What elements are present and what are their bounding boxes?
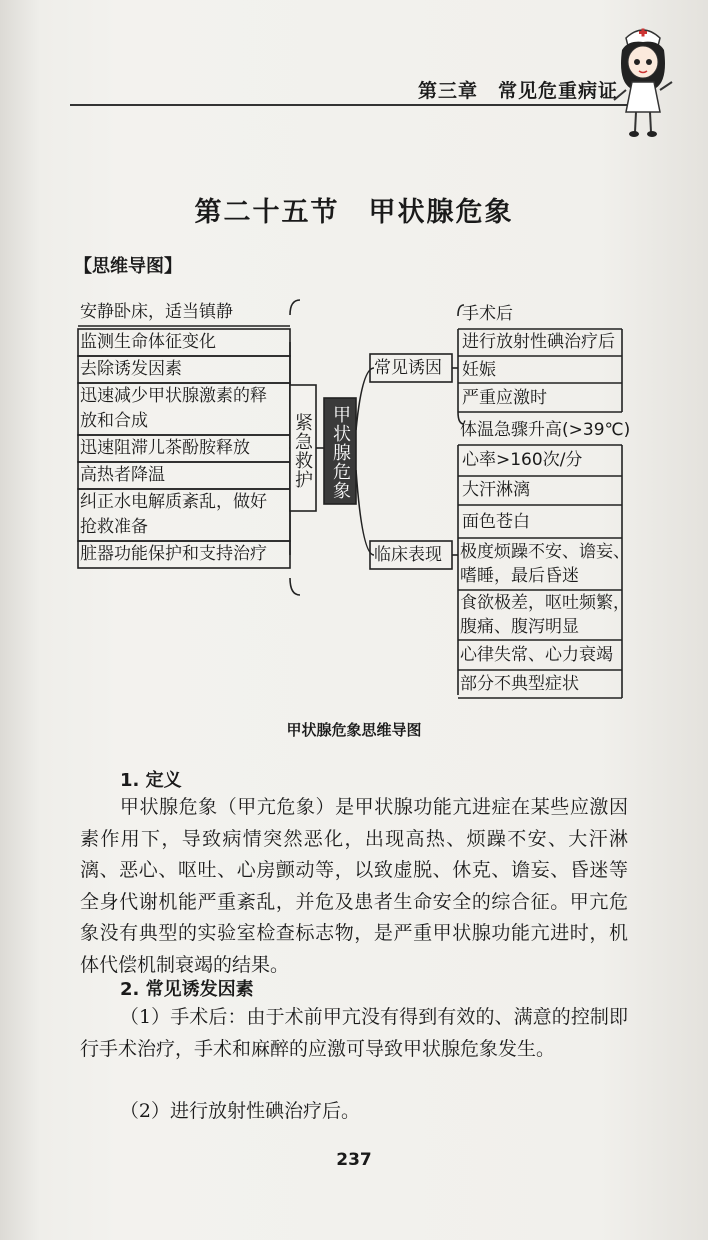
sign-item-4: 面色苍白 (462, 512, 530, 532)
sign-item-6a: 食欲极差，呕吐频繁， (460, 593, 630, 613)
branch-clinical-signs: 临床表现 (374, 545, 442, 565)
sign-item-5a: 极度烦躁不安、谵妄、 (460, 542, 630, 562)
left-item-6: 高热者降温 (80, 465, 165, 485)
paragraph-cause-1: （1）手术后：由于术前甲亢没有得到有效的、满意的控制即行手术治疗，手术和麻醉的应激可导致甲状腺危象发生。 (80, 1006, 628, 1060)
left-item-7b: 抢救准备 (80, 517, 148, 537)
left-item-1: 安静卧床，适当镇静 (80, 302, 233, 322)
sign-item-2: 心率>160次/分 (462, 450, 583, 470)
sign-item-3: 大汗淋漓 (462, 480, 530, 500)
branch-emergency-care: 紧急救护 (292, 413, 313, 489)
cause-item-4: 严重应激时 (462, 388, 547, 408)
mindmap-caption: 甲状腺危象思维导图 (286, 721, 422, 739)
cause-item-3: 妊娠 (462, 360, 496, 380)
branch-common-causes: 常见诱因 (374, 358, 442, 378)
heading-definition: 1. 定义 (120, 770, 182, 791)
sign-item-7: 心律失常、心力衰竭 (460, 645, 613, 665)
left-item-4b: 放和合成 (80, 411, 148, 431)
paragraph-definition: 甲状腺危象（甲亢危象）是甲状腺功能亢进症在某些应激因素作用下，导致病情突然恶化，出现高热、烦躁不安、大汗淋漓、恶心、呕吐、心房颤动等，以致虚脱、休克、谵妄、昏迷等全身代谢机能严重紊乱，并危及患者生命安全的综合征。甲亢危象没有典型的实验室检查标志物，是严重甲状腺功能亢进时，机体代偿机制衰竭的结果。 (80, 796, 628, 976)
mindmap-center: 甲状腺危象 (330, 404, 351, 500)
sign-item-5b: 嗜睡，最后昏迷 (460, 566, 579, 586)
sign-item-6b: 腹痛、腹泻明显 (460, 617, 579, 637)
sign-item-8: 部分不典型症状 (460, 674, 579, 694)
page-number: 237 (336, 1150, 372, 1170)
left-item-2: 监测生命体征变化 (80, 332, 216, 352)
left-item-7a: 纠正水电解质紊乱，做好 (80, 492, 267, 512)
heading-common-causes: 2. 常见诱发因素 (120, 979, 254, 1000)
mindmap-label: 【思维导图】 (74, 256, 182, 277)
paragraph-cause-2: （2）进行放射性碘治疗后。 (119, 1100, 360, 1122)
section-title: 第二十五节 甲状腺危象 (194, 197, 514, 228)
left-item-4a: 迅速减少甲状腺激素的释 (80, 386, 267, 406)
cause-item-2: 进行放射性碘治疗后 (462, 332, 615, 352)
sign-item-1: 体温急骤升高(>39℃) (460, 420, 631, 440)
left-item-8: 脏器功能保护和支持治疗 (80, 544, 267, 564)
chapter-header: 第三章 常见危重病证 (418, 80, 619, 102)
cause-item-1: 手术后 (462, 304, 513, 324)
left-item-3: 去除诱发因素 (80, 359, 182, 379)
left-item-5: 迅速阻滞儿茶酚胺释放 (80, 438, 250, 458)
